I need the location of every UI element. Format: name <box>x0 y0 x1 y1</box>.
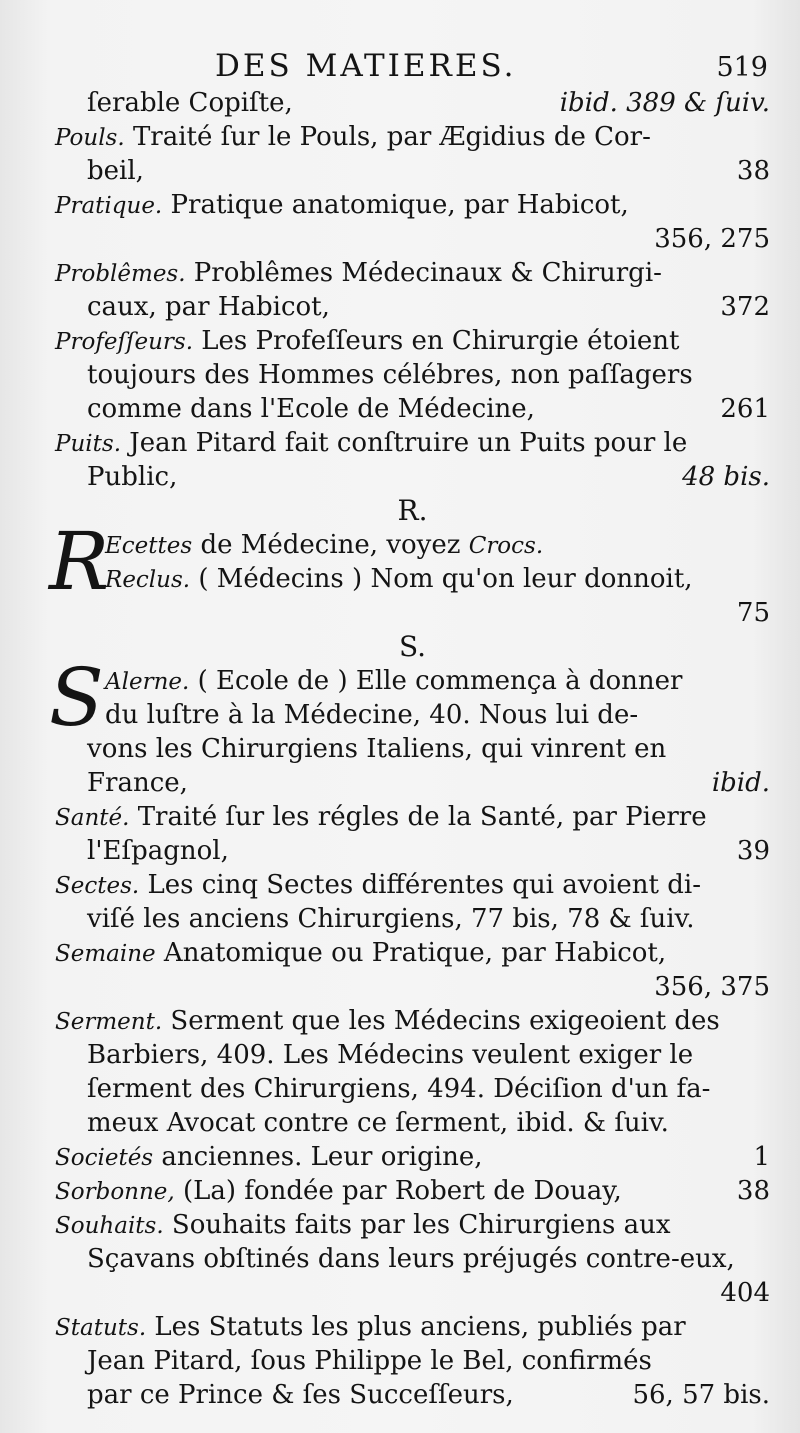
page-reference: 372 <box>720 292 770 322</box>
index-line <box>55 766 770 800</box>
entry-text: l'Eſpagnol, <box>87 836 229 866</box>
index-line <box>55 1310 770 1344</box>
entry-text: caux, par Habicot, <box>87 292 330 322</box>
index-line <box>55 664 770 698</box>
index-line <box>55 358 770 392</box>
index-line <box>55 1208 770 1242</box>
entry-text: viſé les anciens Chirurgiens, 77 bis, 78 & ſuiv. <box>87 904 695 934</box>
drop-capital: R <box>49 515 110 608</box>
entry-text: vons les Chirurgiens Italiens, qui vinrent en <box>87 734 667 764</box>
entry-headword: Ecettes <box>105 533 193 559</box>
index-line <box>55 834 770 868</box>
entry-text: ( Médecins ) Nom qu'on leur donnoit, <box>190 564 693 594</box>
page-reference: 1 <box>753 1142 770 1172</box>
page-reference: 38 <box>736 1176 770 1206</box>
page-reference: 356, 375 <box>654 972 770 1002</box>
entry-text: Public, <box>87 462 178 492</box>
index-line <box>55 1072 770 1106</box>
entry-text: Barbiers, 409. Les Médecins veulent exiger le <box>87 1040 694 1070</box>
entry-text: beil, <box>87 156 144 186</box>
entry-text: Les Profeſſeurs en Chirurgie étoient <box>193 326 680 356</box>
index-line <box>55 528 770 562</box>
entry-text: par ce Prince & ſes Succeſſeurs, <box>87 1380 514 1410</box>
index-line <box>55 426 770 460</box>
index-line <box>55 936 770 970</box>
page-reference: 39 <box>736 836 770 866</box>
entry-text: Les cinq Sectes différentes qui avoient di- <box>139 870 702 900</box>
page-header <box>0 48 800 88</box>
page-number: 519 <box>716 52 768 83</box>
entry-headword: Pouls. <box>55 125 125 151</box>
entry-text: ( Ecole de ) Elle commença à donner <box>189 666 683 696</box>
index-line <box>55 86 770 120</box>
entry-headword: Semaine <box>55 941 156 967</box>
entry-text: Anatomique ou Pratique, par Habicot, <box>155 938 667 968</box>
page-reference: 404 <box>720 1278 770 1308</box>
entry-text: Traité ſur le Pouls, par Ægidius de Cor- <box>124 122 651 152</box>
section-letter-r: R. <box>397 494 428 527</box>
entry-headword: Puits. <box>55 431 122 457</box>
entry-text: meux Avocat contre ce ſerment, ibid. & ſuiv. <box>87 1108 669 1138</box>
entry-headword: Alerne. <box>105 669 190 695</box>
index-line <box>55 256 770 290</box>
index-line <box>55 120 770 154</box>
entry-headword: Pratique. <box>55 193 163 219</box>
entry-text: France, <box>87 768 188 798</box>
entry-headword: Santé. <box>55 805 130 831</box>
section-letter-s: S. <box>398 630 427 663</box>
index-line <box>55 188 770 222</box>
page-reference: 261 <box>720 394 770 424</box>
entry-text: Pratique anatomique, par Habicot, <box>162 190 629 220</box>
entry-headword: Societés <box>55 1145 154 1171</box>
page-reference: 356, 275 <box>654 224 770 254</box>
index-line <box>55 732 770 766</box>
entry-headword: Serment. <box>55 1009 163 1035</box>
entry-headword: Profeſſeurs. <box>55 329 193 355</box>
entry-text: ſerable Copiſte, <box>87 88 293 118</box>
cross-reference: Crocs. <box>468 533 544 559</box>
page-reference: 56, 57 bis. <box>632 1380 770 1410</box>
section-r-block <box>49 515 770 608</box>
entry-text: Jean Pitard, ſous Philippe le Bel, confirmés <box>87 1346 652 1376</box>
index-line <box>55 154 770 188</box>
entry-text: Jean Pitard fait conſtruire un Puits pour le <box>121 428 688 458</box>
entry-headword: Souhaits. <box>55 1213 164 1239</box>
entry-text: (La) fondée par Robert de Douay, <box>174 1176 622 1206</box>
entry-text: Problêmes Médecinaux & Chirurgi- <box>185 258 662 288</box>
entry-text: comme dans l'Ecole de Médecine, <box>87 394 535 424</box>
index-line <box>55 596 770 630</box>
index-line <box>55 1004 770 1038</box>
index-line <box>55 800 770 834</box>
index-line <box>55 562 770 596</box>
index-line <box>55 1378 770 1412</box>
entry-text: Sçavans obſtinés dans leurs préjugés contre-eux, <box>87 1244 735 1274</box>
entry-text: du luſtre à la Médecine, 40. Nous lui de- <box>105 700 639 730</box>
page-reference: 38 <box>736 156 770 186</box>
drop-capital: S <box>49 651 104 744</box>
index-line <box>55 1106 770 1140</box>
entry-text: Souhaits faits par les Chirurgiens aux <box>163 1210 671 1240</box>
entry-headword: Statuts. <box>55 1315 147 1341</box>
page-reference: 48 bis. <box>682 462 770 492</box>
index-line <box>55 460 770 494</box>
entry-headword: Reclus. <box>105 567 191 593</box>
index-line <box>55 1174 770 1208</box>
index-line <box>55 1140 770 1174</box>
index-line <box>55 868 770 902</box>
entry-text: ſerment des Chirurgiens, 494. Déciſion d'un fa- <box>87 1074 711 1104</box>
index-line <box>55 324 770 358</box>
index-line <box>55 970 770 1004</box>
entry-text: Traité ſur les régles de la Santé, par Pierre <box>129 802 707 832</box>
entry-headword: Sorbonne, <box>55 1179 175 1205</box>
index-line <box>55 1242 770 1276</box>
index-line <box>55 1344 770 1378</box>
entry-text: Les Statuts les plus anciens, publiés par <box>146 1312 686 1342</box>
entry-text: toujours des Hommes célébres, non paſſagers <box>87 360 693 390</box>
page-reference: ibid. <box>711 768 770 798</box>
entry-text: Serment que les Médecins exigeoient des <box>162 1006 720 1036</box>
entry-headword: Sectes. <box>55 873 140 899</box>
index-line <box>55 1276 770 1310</box>
running-title: DES MATIERES. <box>215 48 517 84</box>
entry-text: de Médecine, voyez <box>192 530 469 560</box>
page-reference: 75 <box>736 598 770 628</box>
page-reference: ibid. 389 & ſuiv. <box>559 88 770 118</box>
entry-text: anciennes. Leur origine, <box>153 1142 483 1172</box>
index-line <box>55 392 770 426</box>
index-line <box>55 698 770 732</box>
section-s-block <box>49 651 770 744</box>
index-line <box>55 222 770 256</box>
index-line <box>55 290 770 324</box>
index-line <box>55 1038 770 1072</box>
index-line <box>55 902 770 936</box>
entry-headword: Problêmes. <box>55 261 186 287</box>
index-entries <box>49 86 770 1412</box>
